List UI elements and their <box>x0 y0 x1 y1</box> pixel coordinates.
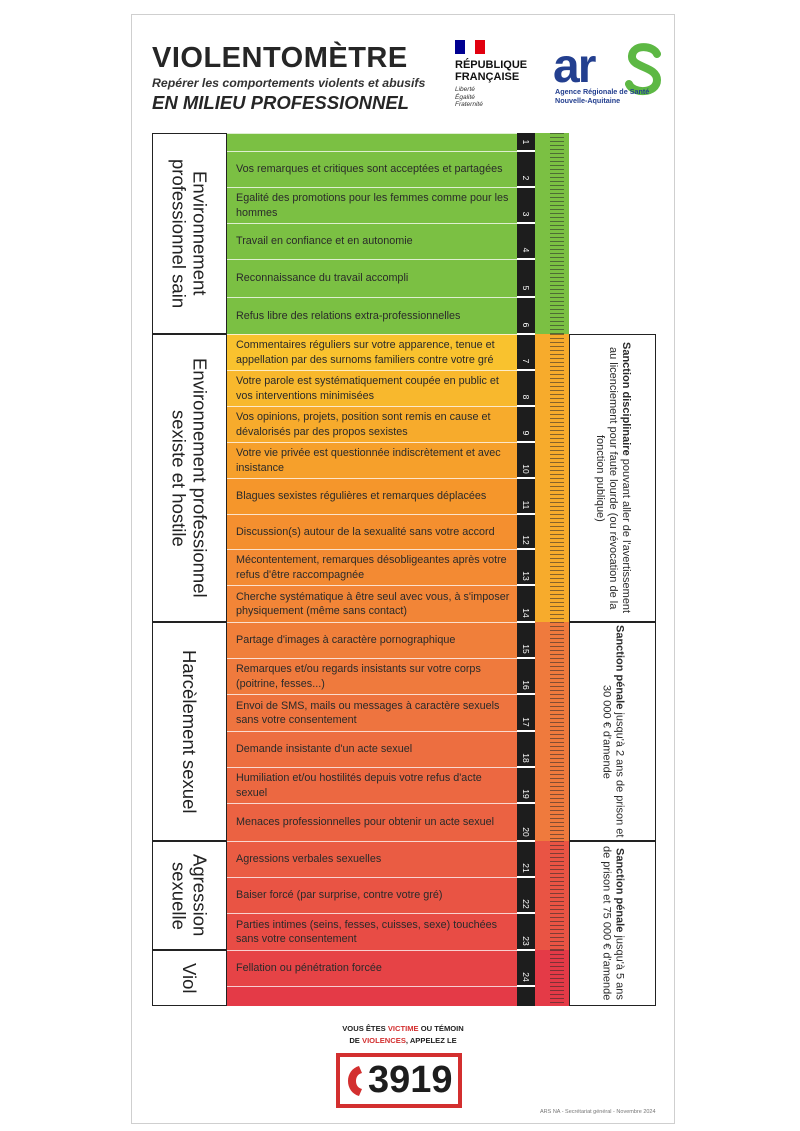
ars-region: Nouvelle-Aquitaine <box>555 96 621 105</box>
scale-number: 7 <box>521 358 531 364</box>
behaviour-text: Humiliation et/ou hostilités depuis votre refus d'acte sexuel <box>236 772 482 799</box>
scale-number: 3 <box>521 211 531 217</box>
helpline-number-text: 3919 <box>368 1059 453 1101</box>
sanction-type: Sanction disciplinaire <box>620 342 632 457</box>
category-label: Environnement professionnel sain <box>168 158 211 309</box>
ars-logo <box>553 42 668 112</box>
category-box <box>152 841 227 950</box>
behaviour-text: Commentaires réguliers sur votre apparence, tenue et appellation par des surnoms familiers contre votre gré <box>236 339 495 366</box>
list-item <box>227 406 517 442</box>
list-item <box>227 622 517 658</box>
category-label: Harcèlement sexuel <box>179 649 200 814</box>
cta-text: , APPELEZ LE <box>405 1036 457 1045</box>
behaviour-text: Refus libre des relations extra-professionnelles <box>236 309 461 322</box>
behaviour-text: Travail en confiance et en autonomie <box>236 235 413 248</box>
list-item <box>227 658 517 694</box>
scale-number: 11 <box>521 500 531 510</box>
category-box <box>152 133 227 334</box>
sanction-box <box>569 622 656 841</box>
behaviour-text: Envoi de SMS, mails ou messages à caractère sexuels sans votre consentement <box>236 699 500 726</box>
behaviour-text: Parties intimes (seins, fesses, cuisses, sexe) touchées sans votre consentement <box>236 918 498 945</box>
list-item <box>227 297 517 334</box>
sanction-type: Sanction pénale <box>613 847 626 932</box>
scale-number: 24 <box>521 972 531 982</box>
scale-number: 17 <box>521 717 531 727</box>
behaviour-text: Votre parole est systématiquement coupée en public et vos interventions minimisées <box>236 375 499 402</box>
flag-blue-band <box>455 40 465 54</box>
scale-number: 23 <box>521 936 531 946</box>
scale-number: 6 <box>521 322 531 328</box>
scale-number: 18 <box>521 753 531 763</box>
behaviour-text: Cherche systématique à être seul avec vous, à s'imposer physiquement (même sans contact) <box>236 590 510 617</box>
behaviour-text: Demande insistante d'un acte sexuel <box>236 743 413 756</box>
scale-number: 20 <box>521 827 531 837</box>
behaviour-text: Menaces professionnelles pour obtenir un acte sexuel <box>236 816 495 829</box>
list-item <box>227 767 517 803</box>
list-item <box>227 133 517 151</box>
behaviour-text: Mécontentement, remarques désobligeantes après votre refus d'être raccompagnée <box>236 554 507 581</box>
behaviour-text: Egalité des promotions pour les femmes comme pour les hommes <box>236 192 509 219</box>
list-item <box>227 259 517 297</box>
scale-number: 19 <box>521 789 531 799</box>
list-item <box>227 803 517 841</box>
scale-number: 12 <box>521 535 531 545</box>
list-item <box>227 223 517 259</box>
sanction-box <box>569 841 656 1006</box>
republique-francaise-logo <box>452 40 534 112</box>
scale-number: 10 <box>521 464 531 474</box>
list-item <box>227 478 517 514</box>
category-box <box>152 622 227 841</box>
page-subtitle-context: EN MILIEU PROFESSIONNEL <box>152 92 409 113</box>
scale-number: 15 <box>521 644 531 654</box>
list-item <box>227 877 517 913</box>
scale-number: 21 <box>521 863 531 873</box>
behaviour-text: Vos opinions, projets, position sont remis en cause et dévalorisés par des propos sexistes <box>236 411 491 438</box>
behaviour-text: Discussion(s) autour de la sexualité sans votre accord <box>236 525 495 538</box>
scale-number: 16 <box>521 680 531 690</box>
french-flag-icon <box>455 40 485 54</box>
behaviour-text: Blagues sexistes régulières et remarques déplacées <box>236 490 487 503</box>
page-subtitle: Repérer les comportements violents et abusifs <box>152 76 426 90</box>
sanction-type: Sanction pénale <box>613 625 626 710</box>
list-item <box>227 442 517 478</box>
scale-number: 2 <box>521 175 531 181</box>
behaviour-text: Fellation ou pénétration forcée <box>236 962 382 975</box>
ruler-graduation <box>550 622 564 841</box>
scale-number: 13 <box>521 571 531 581</box>
list-item <box>227 585 517 622</box>
scale-number: 9 <box>521 430 531 436</box>
category-box <box>152 334 227 622</box>
sanction-text <box>600 842 626 1005</box>
list-item <box>227 913 517 950</box>
scale-number: 4 <box>521 247 531 253</box>
list-item <box>227 694 517 731</box>
behaviour-text: Remarques et/ou regards insistants sur votre corps (poitrine, fesses...) <box>236 663 481 690</box>
list-item <box>227 731 517 767</box>
cta-highlight: VICTIME <box>387 1024 419 1033</box>
rf-name: RÉPUBLIQUE FRANÇAISE <box>455 59 528 83</box>
scale-number: 22 <box>521 899 531 909</box>
phone-icon <box>346 1064 366 1106</box>
call-to-action <box>333 1023 473 1047</box>
flag-white-band <box>465 40 475 54</box>
footer-credit: ARS NA - Secrétariat général - Novembre 2024 <box>540 1109 656 1115</box>
list-item <box>227 950 517 986</box>
behaviour-text: Votre vie privée est questionnée indiscrètement et avec insistance <box>236 447 501 474</box>
ars-letters-text <box>553 42 616 86</box>
category-box <box>152 950 227 1006</box>
behaviour-text: Reconnaissance du travail accompli <box>236 272 409 285</box>
ruler-graduation <box>550 950 564 1006</box>
ruler-graduation <box>550 841 564 950</box>
behaviour-text: Partage d'images à caractère pornographique <box>236 634 456 647</box>
behaviour-text: Agressions verbales sexuelles <box>236 853 382 866</box>
ruler-graduation <box>550 133 564 334</box>
ruler-graduation <box>550 334 564 622</box>
cta-text: OU TÉMOIN <box>418 1024 464 1033</box>
cta-highlight: VIOLENCES <box>362 1036 406 1045</box>
category-label: Viol <box>179 962 200 994</box>
list-item <box>227 334 517 370</box>
sanction-detail: pouvant aller de l'avertissement au licenciement pour faute lourde (ou révocation de la fonction publique) <box>594 346 632 614</box>
sanction-text <box>593 335 632 621</box>
list-item <box>227 187 517 223</box>
list-item <box>227 151 517 187</box>
list-item <box>227 549 517 585</box>
svg-text:ar: ar <box>553 42 595 93</box>
flag-red-band <box>475 40 485 54</box>
page-title: VIOLENTOMÈTRE <box>152 42 408 74</box>
scale-number: 8 <box>521 394 531 400</box>
scale-number: 5 <box>521 285 531 291</box>
cta-text: DE <box>349 1036 362 1045</box>
scale-number: 14 <box>521 608 531 618</box>
category-label: Environnement professionnel sexiste et hostile <box>168 358 211 598</box>
rf-motto: Liberté Égalité Fraternité <box>455 86 483 108</box>
sanction-detail: jusqu'à 5 ans de prison et 75 000 € d'amende <box>600 846 626 1001</box>
helpline-number[interactable] <box>336 1053 462 1108</box>
list-item <box>227 986 517 1006</box>
sanction-box <box>569 334 656 622</box>
behaviour-text: Vos remarques et critiques sont acceptées et partagées <box>236 163 503 176</box>
cta-text: VOUS ÊTES <box>342 1024 388 1033</box>
scale-number: 1 <box>521 139 531 145</box>
list-item <box>227 841 517 877</box>
sanction-text <box>600 623 626 840</box>
behaviour-text: Baiser forcé (par surprise, contre votre gré) <box>236 889 443 902</box>
list-item <box>227 514 517 549</box>
list-item <box>227 370 517 406</box>
sanction-detail: jusqu'à 2 ans de prison et 30 000 € d'amende <box>600 684 626 838</box>
category-label: Agression sexuelle <box>168 854 211 937</box>
ars-name: Agence Régionale de Santé <box>555 87 650 96</box>
